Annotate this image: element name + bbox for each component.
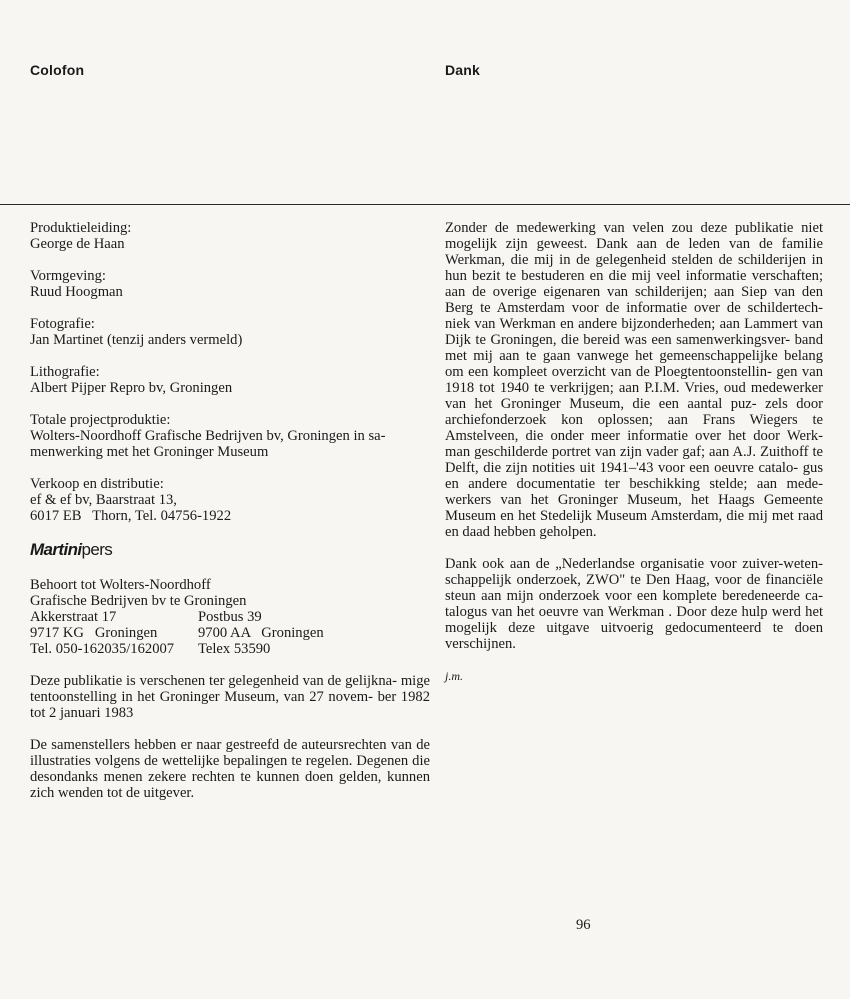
colofon-block-vormgeving bbox=[30, 268, 430, 300]
colofon-heading: Colofon bbox=[30, 62, 85, 78]
logo-bold-text: Martini bbox=[30, 540, 82, 559]
acknowledgement-paragraph: Dank ook aan de „Nederlandse organisatie voor zuiver-weten- schappelijk onderzoek, ZWO" te Den Haag, voor de financiële steun aan mijn onderzoek voor een komplete beredeneerde ca- talogus van het oeuvre van Werkman . Door deze hulp werd het mogelijk deze uitgave uitvoerig gedocumenteerd te doen verschijnen. bbox=[445, 556, 823, 652]
publisher-address bbox=[30, 609, 430, 657]
block-value: Jan Martinet (tenzij anders vermeld) bbox=[30, 332, 243, 348]
dank-column bbox=[445, 220, 823, 684]
colofon-block-lithografie bbox=[30, 364, 430, 396]
block-label: Totale projectproduktie: bbox=[30, 412, 171, 428]
publication-note: Deze publikatie is verschenen ter gelegenheid van de gelijkna- mige tentoonstelling in het Groninger Museum, van 27 novem- ber 1982 tot 2 januari 1983 bbox=[30, 673, 430, 721]
block-value: Wolters-Noordhoff Grafische Bedrijven bv, Groningen in sa- bbox=[30, 428, 386, 444]
block-label: Fotografie: bbox=[30, 316, 95, 332]
block-label: Verkoop en distributie: bbox=[30, 476, 164, 492]
copyright-note: De samenstellers hebben er naar gestreefd de auteursrechten van de illustraties volgens de wettelijke bepalingen te regelen. Degenen die desondanks menen zekere rechten te kunnen doen gelden, kunnen zich wenden tot de uitgever. bbox=[30, 737, 430, 801]
martinipers-logo bbox=[30, 540, 430, 560]
address-cell: 9700 AA Groningen bbox=[198, 625, 324, 641]
colofon-block-projectproduktie bbox=[30, 412, 430, 460]
block-label: Lithografie: bbox=[30, 364, 100, 380]
author-initials: j.m. bbox=[445, 669, 463, 683]
publisher-line: Behoort tot Wolters-Noordhoff bbox=[30, 577, 211, 593]
address-cell: 9717 KG Groningen bbox=[30, 625, 158, 641]
colofon-column bbox=[30, 220, 430, 817]
address-cell: Postbus 39 bbox=[198, 609, 262, 625]
block-value: ef & ef bv, Baarstraat 13, bbox=[30, 492, 177, 508]
acknowledgement-paragraph: Zonder de medewerking van velen zou deze publikatie niet mogelijk zijn geweest. Dank aan de leden van de familie Werkman, die mij in de gelegenheid stelden de schilderijen in hun bezit te bestuderen en die mij veel informatie verschaften; aan de overige eigenaren van schilderijen; aan Siep van den Berg te Amsterdam voor de informatie over de schildertech- niek van Werkman en andere bijzonderheden; aan Lammert van Dijk te Groningen, die bereid was een samenwerkingsver- band met mij aan te gaan vanwege het gemeenschappelijke belang om een kompleet overzicht van de Ploegtentoonstellin- gen van 1918 tot 1940 te verkrijgen; aan P.I.M. Vries, oud medewerker van het Groninger Museum, die een aantal puz- zels door archiefonderzoek kon oplossen; aan Frans Wiegers te Amstelveen, die onder meer informatie over het door Werk- man geschilderde portret van zijn vader gaf; aan A.J. Zuithoff te Delft, die zijn notities uit 1941–'43 voor een oeuvre catalo- gus en andere documentatie ter beschikking stelde; aan mede- werkers van het Groninger Museum, het Haags Gemeente Museum en het Stedelijk Museum Amsterdam, die mij met raad en daad hebben geholpen. bbox=[445, 220, 823, 540]
logo-light-text: pers bbox=[81, 540, 113, 559]
colofon-block-verkoop bbox=[30, 476, 430, 524]
publisher-block bbox=[30, 577, 430, 657]
block-value: George de Haan bbox=[30, 236, 125, 252]
address-cell: Telex 53590 bbox=[198, 641, 271, 657]
block-label: Produktieleiding: bbox=[30, 220, 132, 236]
block-value: Ruud Hoogman bbox=[30, 284, 123, 300]
block-value: menwerking met het Groninger Museum bbox=[30, 444, 269, 460]
page-number: 96 bbox=[576, 917, 591, 933]
address-cell: Akkerstraat 17 bbox=[30, 609, 117, 625]
colofon-block-fotografie bbox=[30, 316, 430, 348]
colofon-block-produktieleiding bbox=[30, 220, 430, 252]
block-value: Albert Pijper Repro bv, Groningen bbox=[30, 380, 233, 396]
block-label: Vormgeving: bbox=[30, 268, 106, 284]
publisher-line: Grafische Bedrijven bv te Groningen bbox=[30, 593, 247, 609]
address-cell: Tel. 050-162035/162007 bbox=[30, 641, 175, 657]
block-value: 6017 EB Thorn, Tel. 04756-1922 bbox=[30, 508, 232, 524]
dank-heading: Dank bbox=[445, 62, 481, 78]
horizontal-rule bbox=[0, 204, 850, 205]
